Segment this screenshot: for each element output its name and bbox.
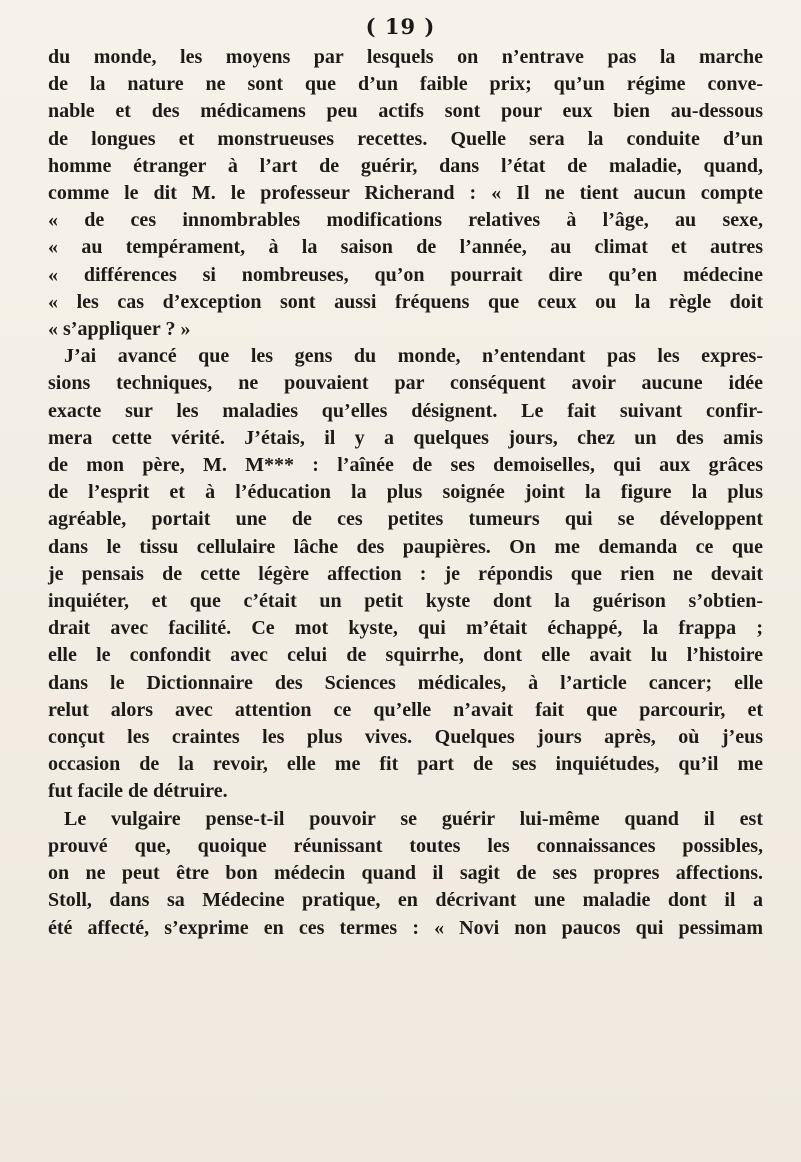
text-line: « les cas d’exception sont aussi fréquens que ceux ou la règle doit [48,290,763,313]
text-line: « différences si nombreuses, qu’on pourrait dire qu’en médecine [48,263,763,286]
text-line: Le vulgaire pense-t-il pouvoir se guérir lui-même quand il est [64,807,763,830]
text-line: prouvé que, quoique réunissant toutes les connaissances possibles, [48,834,763,857]
text-line: dans le tissu cellulaire lâche des paupières. On me demanda ce que [48,535,763,558]
text-line: « de ces innombrables modifications relatives à l’âge, au sexe, [48,209,763,232]
text-line: de longues et monstrueuses recettes. Quelle sera la conduite d’un [48,127,763,150]
text-line: drait avec facilité. Ce mot kyste, qui m’était échappé, la frappa ; [48,617,763,640]
text-line: occasion de la revoir, elle me fit part de ses inquiétudes, qu’il me [48,753,763,776]
text-line: mera cette vérité. J’étais, il y a quelques jours, chez un des amis [48,426,763,449]
text-line: sions techniques, ne pouvaient par conséquent avoir aucune idée [48,372,763,395]
text-line: relut alors avec attention ce qu’elle n’avait fait que parcourir, et [48,698,763,721]
text-line: de la nature ne sont que d’un faible prix; qu’un régime conve- [48,73,763,96]
text-line: dans le Dictionnaire des Sciences médicales, à l’article cancer; elle [48,671,763,694]
text-line: été affecté, s’exprime en ces termes : « Novi non paucos qui pessimam [48,916,763,939]
text-line: « au tempérament, à la saison de l’année, au climat et autres [48,236,763,259]
page-number: ( 19 ) [365,14,436,39]
text-line: elle le confondit avec celui de squirrhe, dont elle avait lu l’histoire [48,644,763,667]
text-line: du monde, les moyens par lesquels on n’entrave pas la marche [48,46,763,68]
text-line: « s’appliquer ? » [48,318,191,341]
text-line: inquiéter, et que c’était un petit kyste dont la guérison s’obtien- [48,590,763,613]
text-line: Stoll, dans sa Médecine pratique, en décrivant une maladie dont il a [48,889,763,912]
text-line: de mon père, M. M*** : l’aînée de ses demoiselles, qui aux grâces [48,454,763,477]
text-line: comme le dit M. le professeur Richerand : « Il ne tient aucun compte [48,182,763,205]
text-line: fut facile de détruire. [48,780,228,803]
text-line: je pensais de cette légère affection : je répondis que rien ne devait [48,562,763,585]
text-line: on ne peut être bon médecin quand il sagit de ses propres affections. [48,862,763,885]
text-line: de l’esprit et à l’éducation la plus soignée joint la figure la plus [48,481,763,504]
body-text [48,44,763,942]
text-line: agréable, portait une de ces petites tumeurs qui se développent [48,508,763,531]
text-line: exacte sur les maladies qu’elles désignent. Le fait suivant confir- [48,399,763,422]
text-line: conçut les craintes les plus vives. Quelques jours après, où j’eus [48,726,763,749]
text-line: J’ai avancé que les gens du monde, n’entendant pas les expres- [64,345,763,368]
text-line: nable et des médicamens peu actifs sont pour eux bien au-dessous [48,100,763,123]
text-line: homme étranger à l’art de guérir, dans l’état de maladie, quand, [48,154,763,177]
